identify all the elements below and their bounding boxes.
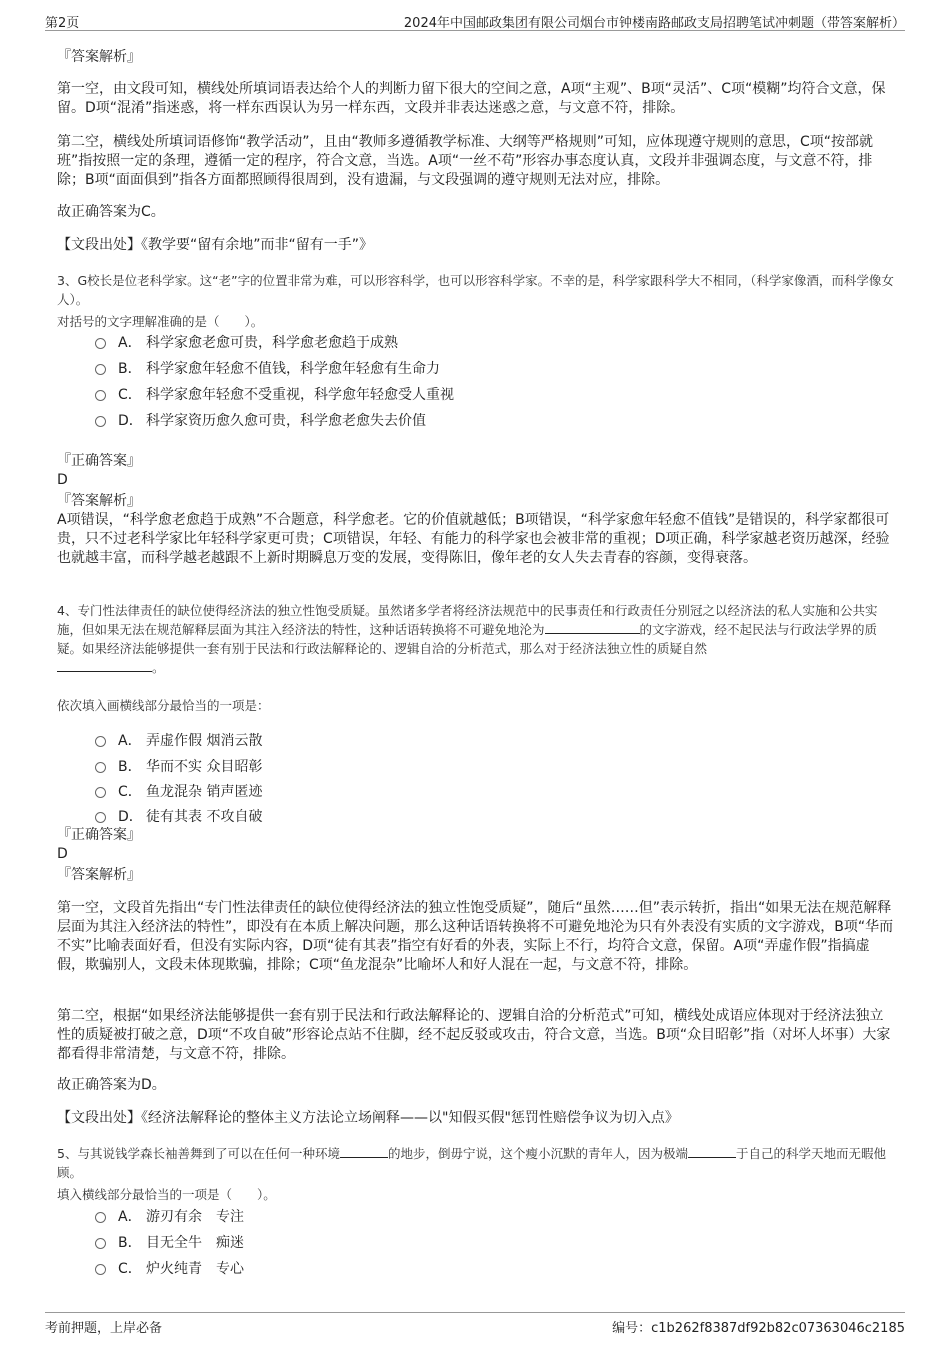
page-number: 第2页 [45,16,80,31]
q5-blank-1 [340,1144,388,1158]
q5-option-a[interactable] [95,1207,244,1227]
radio-icon[interactable] [95,390,106,401]
option-text: 鱼龙混杂 销声匿迹 [146,784,263,800]
q5-blank-2 [688,1144,736,1158]
q4-stem-part-a: 4、专门性法律责任的缺位使得经济法的独立性饱受质疑。虽然诸多学者将经济法规范中的民事责任和行政责任分别冠之以经济法的私人实施和公共实施，但如果无法在规范解释层面为其注入经济法的特性，这种话语转换将不可避免地沦为 [57,603,878,637]
q4-blank-1 [545,620,640,634]
q5-stem-part-a: 5、与其说钱学森长袖善舞到了可以在任何一种环境 [57,1146,340,1161]
q4-stem-part-b: 的文字游戏，经不起民法与行政法学界的质疑。如果经济法能够提供一套有别于民法和行政法解释论的、逻辑自洽的分析范式，那么对于经济法独立性的质疑自然 [57,622,878,656]
radio-icon[interactable] [95,416,106,427]
option-letter: A． [118,1209,142,1225]
option-letter: C． [118,387,142,403]
q5-stem-part-b: 的地步，倒毋宁说，这个瘦小沉默的青年人，因为极端 [387,1146,688,1161]
page-footer [45,1312,905,1338]
radio-icon[interactable] [95,364,106,375]
q2-analysis-p1: 第一空，由文段可知，横线处所填词语表达给个人的判断力留下很大的空间之意，A项“主观”、B项“灵活”、C项“模糊”均符合文意，保留。D项“混淆”指迷惑，将一样东西误认为另一样东西，文段并非表达迷惑之意，与文意不符，排除。 [57,81,886,116]
q3-stem: 3、G校长是位老科学家。这“老”字的位置非常为难，可以形容科学，也可以形容科学家。不幸的是，科学家跟科学大不相同，（科学家像酒，而科学像女人）。 [57,273,894,307]
q4-source: 【文段出处】《经济法解释论的整体主义方法论立场阐释——以"知假买假"惩罚性赔偿争议为切入点》 [57,1110,679,1126]
q4-analysis-p2: 第二空，根据“如果经济法能够提供一套有别于民法和行政法解释论的、逻辑自洽的分析范式”可知，横线处成语应体现对于经济法独立性的质疑被打破之意，D项“不攻自破”形容论点站不住脚，经不起反驳或攻击，符合文意，当选。B项“众目昭彰”指（对坏人坏事）大家都看得非常清楚，与文意不符，排除。 [57,1008,891,1062]
q3-prompt: 对括号的文字理解准确的是（ ）。 [57,314,264,329]
q2-source: 【文段出处】《教学要“留有余地”而非“留有一手”》 [57,237,374,253]
option-letter: B． [118,759,142,775]
q5-prompt: 填入横线部分最恰当的一项是（ ）。 [57,1187,276,1202]
option-letter: B． [118,361,142,377]
option-text: 炉火纯青 专心 [146,1261,244,1277]
q5-stem [57,1144,897,1182]
q3-option-d[interactable] [95,411,426,431]
radio-icon[interactable] [95,1264,106,1275]
option-letter: C． [118,1261,142,1277]
option-text: 弄虚作假 烟消云散 [146,733,263,749]
radio-icon[interactable] [95,736,106,747]
radio-icon[interactable] [95,787,106,798]
option-text: 目无全牛 痴迷 [146,1235,244,1251]
option-text: 科学家愈年轻愈不受重视，科学愈年轻愈受人重视 [146,387,454,403]
option-text: 科学家资历愈久愈可贵，科学愈老愈失去价值 [146,413,426,429]
option-letter: A． [118,335,142,351]
radio-icon[interactable] [95,762,106,773]
q4-option-a[interactable] [95,731,262,751]
q4-answer-label: 『正确答案』 [57,827,141,843]
option-letter: D． [118,809,143,825]
q4-stem [57,601,897,677]
q3-answer: D [57,472,68,488]
radio-icon[interactable] [95,812,106,823]
q4-analysis-label: 『答案解析』 [57,867,141,883]
radio-icon[interactable] [95,338,106,349]
q2-analysis-p2: 第二空，横线处所填词语修饰“教学活动”，且由“教师多遵循教学标准、大纲等严格规则”可知，应体现遵守规则的意思，C项“按部就班”指按照一定的条理，遵循一定的程序，符合文意，当选。A项“一丝不苟”形容办事态度认真，文段并非强调态度，与文意不符，排除；B项“面面俱到”指各方面都照顾得很周到，没有遗漏，与文段强调的遵守规则无法对应，排除。 [57,134,874,188]
option-text: 科学家愈年轻愈不值钱，科学愈年轻愈有生命力 [146,361,440,377]
q3-option-c[interactable] [95,385,454,405]
document-id: 编号：c1b262f8387df92b82c07363046c2185 [612,1321,905,1336]
q4-analysis-p1: 第一空，文段首先指出“专门性法律责任的缺位使得经济法的独立性饱受质疑”，随后“虽然……但”表示转折，指出“如果无法在规范解释层面为其注入经济法的特性”，即没有在本质上解决问题，那么这种话语转换将不可避免地沦为只有外表没有实质的文字游戏，B项“华而不实”比喻表面好看，但没有实际内容，D项“徒有其表”指空有好看的外表，实际上不行，均符合文意，保留。A项“弄虚作假”指搞虚假，欺骗别人，文段未体现欺骗，排除；C项“鱼龙混杂”比喻坏人和好人混在一起，与文意不符，排除。 [57,900,894,973]
q3-option-b[interactable] [95,359,440,379]
q2-conclusion: 故正确答案为C。 [57,204,165,220]
option-letter: C． [118,784,142,800]
q4-option-c[interactable] [95,782,262,802]
q4-prompt: 依次填入画横线部分最恰当的一项是： [57,698,270,713]
q5-option-b[interactable] [95,1233,244,1253]
radio-icon[interactable] [95,1212,106,1223]
q5-option-c[interactable] [95,1259,244,1279]
q4-blank-2 [57,658,152,672]
radio-icon[interactable] [95,1238,106,1249]
q3-analysis: A项错误，“科学愈老愈趋于成熟”不合题意，科学愈老。它的价值就越低；B项错误，“科学家愈年轻愈不值钱”是错误的，科学家都很可贵，只不过老科学家比年轻科学家更可贵；C项错误，年轻、有能力的科学家也会被非常的重视；D项正确，科学家越老资历越深，经验也就越丰富，而科学越老越跟不上新时期瞬息万变的发展，变得陈旧，像年老的女人失去青春的容颜，变得衰落。 [57,512,890,566]
page-header [45,10,905,31]
option-text: 徒有其表 不攻自破 [146,809,263,825]
q4-answer: D [57,846,68,862]
option-text: 游刃有余 专注 [146,1209,244,1225]
option-text: 华而不实 众目昭彰 [146,759,263,775]
option-text: 科学家愈老愈可贵，科学愈老愈趋于成熟 [146,335,398,351]
q3-option-a[interactable] [95,333,398,353]
option-letter: D． [118,413,143,429]
q4-option-b[interactable] [95,757,262,777]
q5-stem-part-c: 于自己的科学天地而无暇他顾。 [57,1146,886,1180]
q4-conclusion: 故正确答案为D。 [57,1077,166,1093]
q3-analysis-label: 『答案解析』 [57,493,141,509]
option-letter: B． [118,1235,142,1251]
q3-answer-label: 『正确答案』 [57,453,141,469]
document-title: 2024年中国邮政集团有限公司烟台市钟楼南路邮政支局招聘笔试冲刺题（带答案解析） [403,16,905,31]
footer-slogan: 考前押题，上岸必备 [45,1321,163,1336]
q4-option-d[interactable] [95,807,262,827]
option-letter: A． [118,733,142,749]
q2-analysis-label: 『答案解析』 [57,49,141,65]
q4-stem-end: 。 [152,660,165,675]
